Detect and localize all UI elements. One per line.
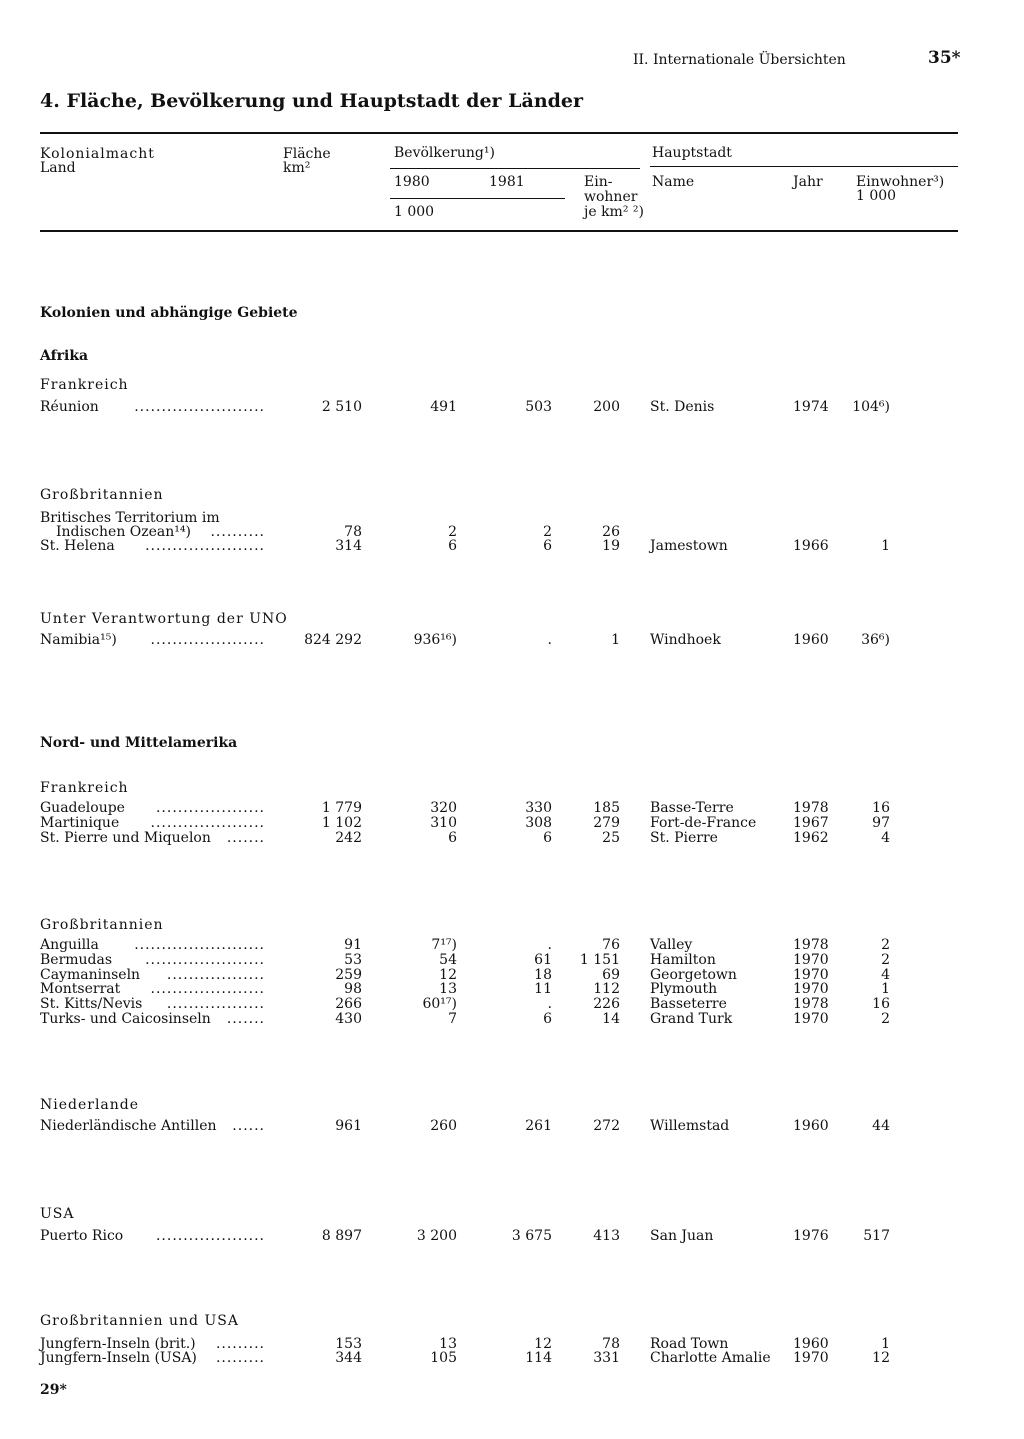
cell-capital: Basse-Terre [650, 800, 734, 816]
cell-area: 1 779 [321, 800, 362, 816]
population-years-rule [390, 198, 565, 199]
cell-year: 1960 [793, 1336, 829, 1352]
cell-cap_pop: 44 [872, 1118, 890, 1134]
cell-capital: Charlotte Amalie [650, 1350, 771, 1366]
cell-capital: Windhoek [650, 632, 721, 648]
col-header-capital-pop-unit: 1 000 [856, 188, 897, 204]
cell-cap_pop: 16 [872, 996, 890, 1012]
cell-pop1981: 61 [534, 952, 552, 968]
col-header-colonial-power: Kolonialmacht [40, 146, 155, 162]
cell-cap_pop: 12 [872, 1350, 890, 1366]
cell-capital: Road Town [650, 1336, 729, 1352]
row-name: St. Helena [40, 538, 115, 554]
col-header-density-2: wohner [584, 189, 638, 205]
col-header-capital-name: Name [652, 174, 695, 190]
cell-density: 69 [602, 967, 620, 983]
row-name: Niederländische Antillen [40, 1118, 217, 1134]
leader-dots: .................. [166, 996, 265, 1012]
cell-cap_pop: 97 [872, 815, 890, 831]
cell-capital: Willemstad [650, 1118, 730, 1134]
power-heading-france: Frankreich [40, 377, 129, 393]
cell-pop1981: . [547, 996, 552, 1012]
row-name: Namibia¹⁵) [40, 632, 117, 648]
row-name: Bermudas [40, 952, 113, 968]
cell-area: 53 [344, 952, 362, 968]
cell-cap_pop: 4 [881, 830, 890, 846]
page-signature: 29* [40, 1382, 67, 1398]
cell-pop1981: 11 [534, 981, 552, 997]
cell-area: 259 [335, 967, 362, 983]
cell-pop1980: 105 [430, 1350, 457, 1366]
cell-area: 961 [335, 1118, 362, 1134]
cell-capital: Fort-de-France [650, 815, 757, 831]
leader-dots: ........................ [134, 937, 265, 953]
cell-capital: Plymouth [650, 981, 718, 997]
col-header-area-unit: km² [283, 160, 311, 176]
cell-capital: Basseterre [650, 996, 727, 1012]
cell-density: 1 [611, 632, 620, 648]
cell-year: 1960 [793, 632, 829, 648]
cell-year: 1970 [793, 967, 829, 983]
cell-year: 1970 [793, 952, 829, 968]
cell-pop1980: 320 [430, 800, 457, 816]
power-heading-gb: Großbritannien [40, 487, 164, 503]
cell-pop1981: 6 [543, 538, 552, 554]
col-header-capital: Hauptstadt [652, 145, 732, 161]
cell-capital: St. Denis [650, 399, 715, 415]
cell-pop1980: 936¹⁶) [413, 632, 457, 648]
col-header-density-1: Ein- [584, 174, 613, 190]
leader-dots: .................... [155, 1228, 265, 1244]
cell-pop1981: 114 [525, 1350, 552, 1366]
leader-dots: ...................... [145, 952, 265, 968]
cell-cap_pop: 2 [881, 937, 890, 953]
col-header-unit-1000: 1 000 [394, 204, 435, 220]
col-header-population: Bevölkerung¹) [394, 145, 495, 161]
cell-year: 1967 [793, 815, 829, 831]
row-name: Britisches Territorium im [40, 510, 220, 526]
cell-cap_pop: 517 [863, 1228, 890, 1244]
cell-area: 314 [335, 538, 362, 554]
cell-year: 1974 [793, 399, 829, 415]
cell-pop1981: 6 [543, 1011, 552, 1027]
cell-density: 272 [593, 1118, 620, 1134]
cell-capital: Georgetown [650, 967, 737, 983]
row-name: Anguilla [40, 937, 99, 953]
cell-year: 1966 [793, 538, 829, 554]
leader-dots: ...... [232, 1118, 265, 1134]
col-header-area: Fläche [283, 146, 331, 162]
col-header-1981: 1981 [489, 174, 525, 190]
cell-year: 1960 [793, 1118, 829, 1134]
cell-density: 112 [593, 981, 620, 997]
cell-area: 2 510 [321, 399, 362, 415]
power-heading-france-am: Frankreich [40, 780, 129, 796]
group-heading-colonies: Kolonien und abhängige Gebiete [40, 305, 298, 321]
cell-area: 266 [335, 996, 362, 1012]
cell-density: 413 [593, 1228, 620, 1244]
leader-dots: .......... [210, 524, 265, 540]
cell-density: 331 [593, 1350, 620, 1366]
cell-pop1980: 6 [448, 538, 457, 554]
cell-area: 153 [335, 1336, 362, 1352]
leader-dots: ....... [226, 830, 265, 846]
cell-area: 344 [335, 1350, 362, 1366]
cell-year: 1976 [793, 1228, 829, 1244]
cell-cap_pop: 4 [881, 967, 890, 983]
cell-pop1980: 260 [430, 1118, 457, 1134]
col-header-capital-pop: Einwohner³) [856, 174, 945, 190]
cell-pop1980: 7 [448, 1011, 457, 1027]
cell-capital: Grand Turk [650, 1011, 733, 1027]
cell-pop1980: 12 [439, 967, 457, 983]
power-heading-netherlands: Niederlande [40, 1097, 140, 1113]
leader-dots: ......... [215, 1350, 265, 1366]
power-heading-gb-usa: Großbritannien und USA [40, 1313, 239, 1329]
cell-pop1980: 2 [448, 524, 457, 540]
row-name: Puerto Rico [40, 1228, 124, 1244]
cell-year: 1962 [793, 830, 829, 846]
cell-pop1981: 330 [525, 800, 552, 816]
cell-year: 1970 [793, 1350, 829, 1366]
cell-pop1981: 3 675 [511, 1228, 552, 1244]
col-header-1980: 1980 [394, 174, 430, 190]
cell-pop1980: 491 [430, 399, 457, 415]
capital-subrule [650, 166, 958, 167]
cell-pop1981: 6 [543, 830, 552, 846]
cell-pop1981: 503 [525, 399, 552, 415]
col-header-country: Land [40, 160, 76, 176]
cell-density: 26 [602, 524, 620, 540]
cell-capital: Hamilton [650, 952, 716, 968]
cell-pop1980: 13 [439, 1336, 457, 1352]
cell-density: 76 [602, 937, 620, 953]
table-title: 4. Fläche, Bevölkerung und Hauptstadt der Länder [40, 90, 584, 112]
cell-density: 1 151 [579, 952, 620, 968]
population-subrule [390, 168, 640, 169]
cell-area: 8 897 [321, 1228, 362, 1244]
cell-pop1980: 60¹⁷) [422, 996, 457, 1012]
cell-area: 1 102 [321, 815, 362, 831]
cell-pop1980: 54 [439, 952, 457, 968]
cell-pop1981: 261 [525, 1118, 552, 1134]
page-number: 35* [928, 48, 961, 68]
leader-dots: ..................... [150, 815, 265, 831]
cell-area: 78 [344, 524, 362, 540]
cell-cap_pop: 1 [881, 538, 890, 554]
cell-capital: San Juan [650, 1228, 714, 1244]
cell-year: 1978 [793, 937, 829, 953]
row-name: Martinique [40, 815, 120, 831]
cell-year: 1978 [793, 996, 829, 1012]
cell-pop1981: . [547, 632, 552, 648]
row-name: Caymaninseln [40, 967, 141, 983]
row-name: Montserrat [40, 981, 121, 997]
cell-cap_pop: 16 [872, 800, 890, 816]
cell-area: 824 292 [304, 632, 362, 648]
leader-dots: ........................ [134, 399, 265, 415]
cell-cap_pop: 2 [881, 1011, 890, 1027]
power-heading-gb-am: Großbritannien [40, 917, 164, 933]
row-name: St. Pierre und Miquelon [40, 830, 211, 846]
cell-density: 226 [593, 996, 620, 1012]
cell-cap_pop: 1 [881, 981, 890, 997]
cell-year: 1970 [793, 981, 829, 997]
cell-capital: Valley [650, 937, 693, 953]
row-name: Jungfern-Inseln (brit.) [40, 1336, 196, 1352]
cell-density: 14 [602, 1011, 620, 1027]
row-name: Réunion [40, 399, 99, 415]
power-heading-uno: Unter Verantwortung der UNO [40, 611, 288, 627]
cell-area: 91 [344, 937, 362, 953]
cell-density: 25 [602, 830, 620, 846]
cell-pop1981: 18 [534, 967, 552, 983]
cell-capital: Jamestown [650, 538, 728, 554]
cell-pop1980: 3 200 [416, 1228, 457, 1244]
cell-pop1981: 2 [543, 524, 552, 540]
col-header-density-3: je km² ²) [584, 204, 644, 220]
leader-dots: ....... [226, 1011, 265, 1027]
leader-dots: .................... [155, 800, 265, 816]
cell-area: 430 [335, 1011, 362, 1027]
row-name: Turks- und Caicosinseln [40, 1011, 211, 1027]
cell-density: 279 [593, 815, 620, 831]
cell-density: 19 [602, 538, 620, 554]
cell-density: 78 [602, 1336, 620, 1352]
cell-pop1981: 12 [534, 1336, 552, 1352]
leader-dots: ..................... [150, 981, 265, 997]
cell-pop1981: . [547, 937, 552, 953]
cell-pop1980: 7¹⁷) [431, 937, 457, 953]
cell-density: 200 [593, 399, 620, 415]
cell-cap_pop: 1 [881, 1336, 890, 1352]
region-heading-africa: Afrika [40, 348, 89, 364]
cell-pop1980: 310 [430, 815, 457, 831]
cell-area: 242 [335, 830, 362, 846]
cell-year: 1978 [793, 800, 829, 816]
cell-pop1980: 13 [439, 981, 457, 997]
leader-dots: ......... [215, 1336, 265, 1352]
cell-cap_pop: 2 [881, 952, 890, 968]
row-name: Indischen Ozean¹⁴) [56, 524, 191, 540]
leader-dots: ...................... [145, 538, 265, 554]
leader-dots: .................. [166, 967, 265, 983]
table-header-bottom-rule [40, 230, 958, 232]
cell-capital: St. Pierre [650, 830, 718, 846]
row-name: Guadeloupe [40, 800, 125, 816]
running-header-section: II. Internationale Übersichten [633, 52, 846, 68]
cell-pop1981: 308 [525, 815, 552, 831]
cell-cap_pop: 104⁶) [852, 399, 890, 415]
row-name: St. Kitts/Nevis [40, 996, 143, 1012]
table-top-rule [40, 132, 958, 134]
power-heading-usa: USA [40, 1206, 75, 1222]
cell-pop1980: 6 [448, 830, 457, 846]
cell-density: 185 [593, 800, 620, 816]
row-name: Jungfern-Inseln (USA) [40, 1350, 197, 1366]
leader-dots: ..................... [150, 632, 265, 648]
region-heading-america: Nord- und Mittelamerika [40, 735, 238, 751]
col-header-capital-year: Jahr [793, 174, 823, 190]
cell-year: 1970 [793, 1011, 829, 1027]
cell-area: 98 [344, 981, 362, 997]
cell-cap_pop: 36⁶) [861, 632, 890, 648]
